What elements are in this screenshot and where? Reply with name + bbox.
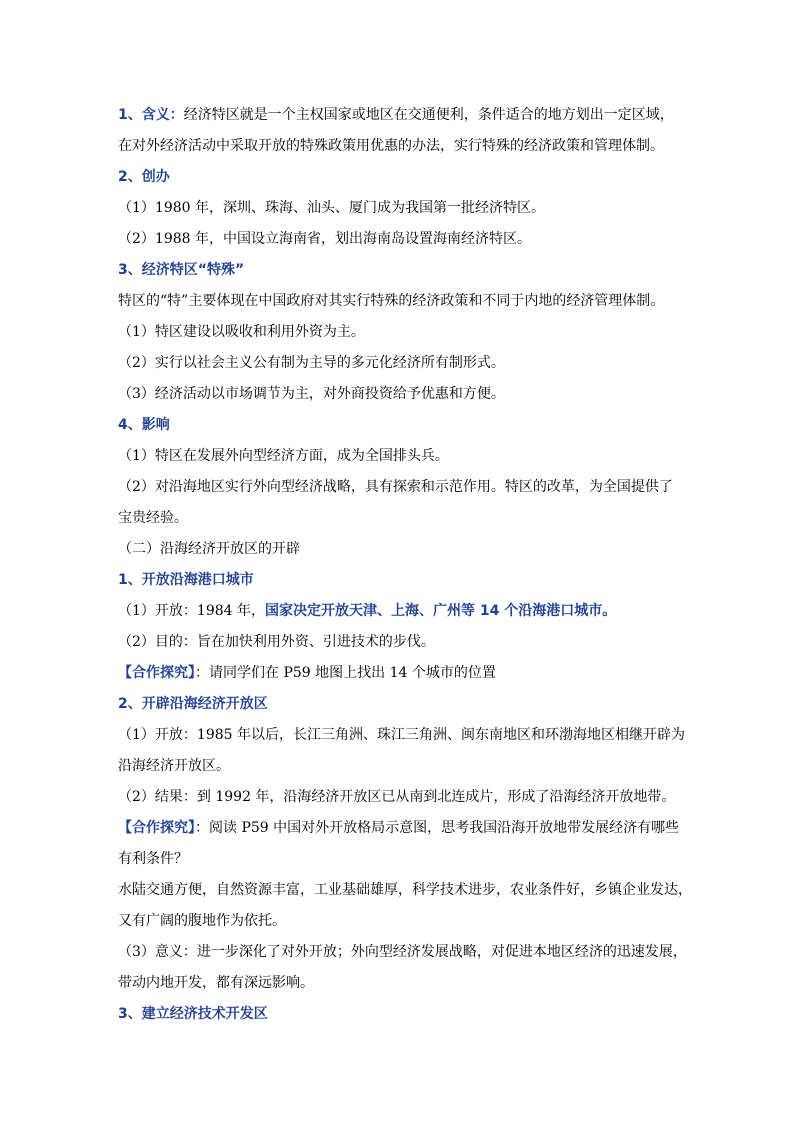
part2-h2-coop-line1 bbox=[118, 813, 678, 844]
part2-h2-coop-line2: 有利条件？ bbox=[118, 851, 188, 867]
part2-h1-coop-text: ：请同学们在 P59 地图上找出 14 个城市的位置 bbox=[195, 665, 496, 681]
part2-h1-item1-bold: 国家决定开放天津、上海、广州等 14 个沿海港口城市。 bbox=[265, 603, 617, 619]
part2-h1-coop-label: 【合作探究】 bbox=[118, 665, 195, 681]
s1-line1 bbox=[118, 100, 678, 131]
part2-h2: 2、开辟沿海经济开放区 bbox=[118, 696, 268, 712]
part2-h2-item3-line2: 带动内地开发，都有深远影响。 bbox=[118, 975, 314, 991]
s1-label: 1、含义： bbox=[118, 107, 184, 123]
part2-h2-answer-line1: 水陆交通方便，自然资源丰富，工业基础雄厚，科学技术进步，农业条件好，乡镇企业发达， bbox=[118, 882, 692, 898]
s2-heading: 2、创办 bbox=[118, 169, 170, 185]
part2-h2-coop-label: 【合作探究】 bbox=[118, 820, 195, 836]
part2-h2-item3-line1: （3）意义：进一步深化了对外开放；外向型经济发展战略，对促进本地区经济的迅速发展， bbox=[118, 944, 687, 960]
s2-item1: （1）1980 年，深圳、珠海、汕头、厦门成为我国第一批经济特区。 bbox=[118, 200, 545, 216]
s4-item2-line1: （2）对沿海地区实行外向型经济战略，具有探索和示范作用。特区的改革，为全国提供了 bbox=[118, 479, 673, 495]
s4-item2-line2: 宝贵经验。 bbox=[118, 510, 188, 526]
part2-h2-answer-line2: 又有广阔的腹地作为依托。 bbox=[118, 913, 286, 929]
part2-h3: 3、建立经济技术开发区 bbox=[118, 1006, 268, 1022]
part2-h1-item1-prefix: （1）开放：1984 年， bbox=[118, 603, 265, 619]
s4-heading: 4、影响 bbox=[118, 417, 170, 433]
part2-h1-item1 bbox=[118, 596, 678, 627]
part2-h1: 1、开放沿海港口城市 bbox=[118, 572, 254, 588]
s3-item3: （3）经济活动以市场调节为主，对外商投资给予优惠和方便。 bbox=[118, 386, 505, 402]
document-body bbox=[118, 100, 692, 1030]
part2-title: （二）沿海经济开放区的开辟 bbox=[118, 541, 300, 557]
part2-h1-item2: （2）目的：旨在加快利用外资、引进技术的步伐。 bbox=[118, 634, 435, 650]
s3-item1: （1）特区建设以吸收和利用外资为主。 bbox=[118, 324, 365, 340]
s2-item2: （2）1988 年，中国设立海南省，划出海南岛设置海南经济特区。 bbox=[118, 231, 531, 247]
s3-intro: 特区的“特”主要体现在中国政府对其实行特殊的经济政策和不同于内地的经济管理体制。 bbox=[118, 293, 665, 309]
part2-h1-coop bbox=[118, 658, 678, 689]
s1-text1: 经济特区就是一个主权国家或地区在交通便利，条件适合的地方划出一定区域， bbox=[183, 107, 674, 123]
part2-h2-item1-line1: （1）开放：1985 年以后，长江三角洲、珠江三角洲、闽东南地区和环渤海地区相继开辟为 bbox=[118, 727, 685, 743]
s3-heading: 3、经济特区“特殊” bbox=[118, 262, 245, 278]
s4-item1: （1）特区在发展外向型经济方面，成为全国排头兵。 bbox=[118, 448, 449, 464]
part2-h2-item2: （2）结果：到 1992 年，沿海经济开放区已从南到北连成片，形成了沿海经济开放地带。 bbox=[118, 789, 676, 805]
part2-h2-coop-text1: ：阅读 P59 中国对外开放格局示意图，思考我国沿海开放地带发展经济有哪些 bbox=[195, 820, 680, 836]
s3-item2: （2）实行以社会主义公有制为主导的多元化经济所有制形式。 bbox=[118, 355, 505, 371]
part2-h2-item1-line2: 沿海经济开放区。 bbox=[118, 758, 230, 774]
s1-line2: 在对外经济活动中采取开放的特殊政策用优惠的办法，实行特殊的经济政策和管理体制。 bbox=[118, 138, 664, 154]
